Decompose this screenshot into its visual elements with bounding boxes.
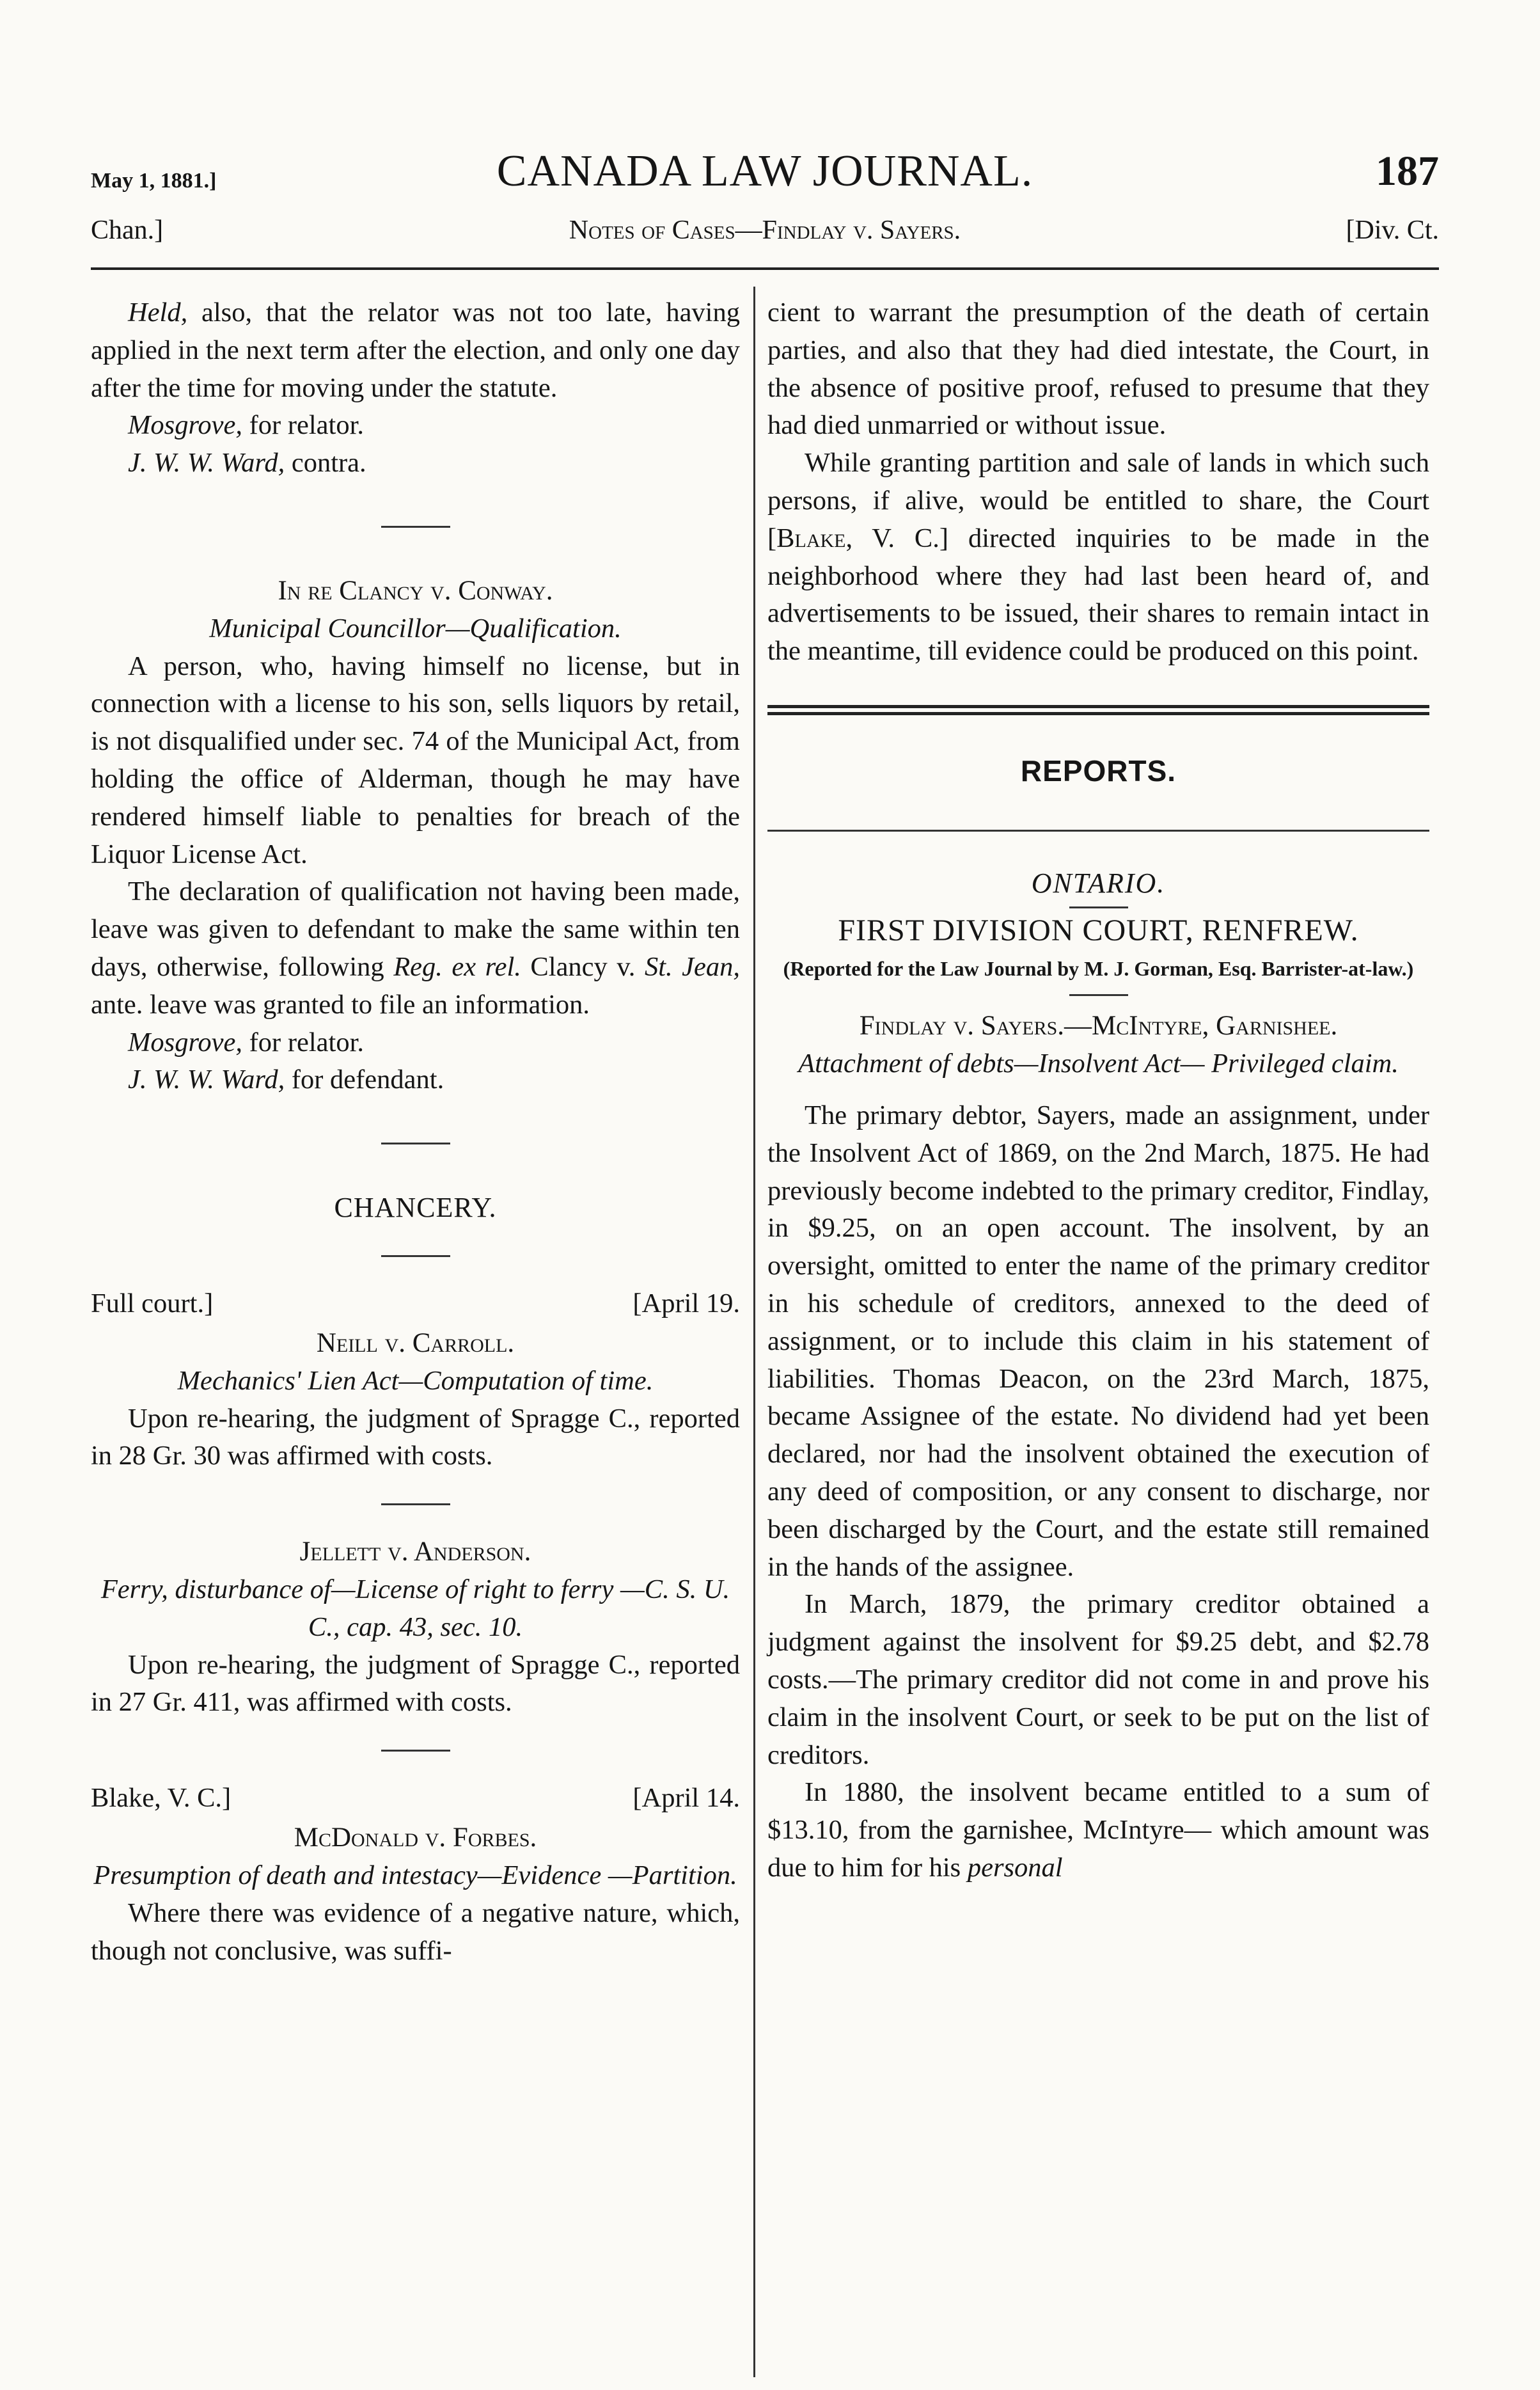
reported-by: (Reported for the Law Journal by M. J. Gorman, Esq. Barrister-at-law.) [783, 957, 1414, 981]
section-subheader [91, 215, 1439, 260]
findlay-paragraph-1: The primary debtor, Sayers, made an assignment, under the Insolvent Act of 1869, on the 2nd March, 1875. He had previously become indebted to the primary creditor, Findlay, in $9.25, on an open account. The insolvent, by an oversight, omitted to enter the name of the primary creditor in his schedule of creditors, annexed to the deed of assignment, or to include this claim in his statement of liabilities. Thomas Deacon, on the 23rd March, 1875, became Assignee of the estate. No dividend had yet been declared, nor had the insolvent obtained the execution of any deed of composition, or any consent to discharge, nor been discharged by the Court, and the estate still remained in the hands of the assignee. [767, 1100, 1429, 1582]
court-name: FIRST DIVISION COURT, RENFREW. [838, 913, 1359, 947]
case-title-jellett: Jellett v. Anderson. [299, 1537, 531, 1567]
mcdonald-paragraph-continued: cient to warrant the presumption of the death of certain parties, and also that they had died intestate, the Court, in the absence of positive proof, refused to presume that they had died unmarried or without issue. [767, 297, 1429, 441]
findlay-paragraph-2: In March, 1879, the primary creditor obtained a judgment against the insolvent for $9.25 debt, and $2.78 costs.—The primary creditor did not come in and prove his claim in the insolvent Court, or seek to be put on the list of creditors. [767, 1589, 1429, 1770]
clancy-paragraph-2: The declaration of qualification not having been made, leave was given to defendant to make the same within ten days, otherwise, following Reg. ex rel. Clancy v. St. Jean, ante. leave was granted to file an information. [91, 876, 741, 1020]
subheader-center: Notes of Cases—Findlay v. Sayers. [569, 216, 961, 245]
decision-date: [April 14. [632, 1783, 740, 1814]
right-column [767, 294, 1429, 1887]
neill-paragraph: Upon re-hearing, the judgment of Spragge C., reported in 28 Gr. 30 was affirmed with costs. [91, 1403, 740, 1471]
counsel-line: Mosgrove, for relator. [128, 410, 364, 441]
case-subtitle-clancy: Municipal Councillor—Qualification. [209, 613, 622, 644]
double-rule [767, 705, 1429, 715]
province-heading: ONTARIO. [1031, 867, 1166, 899]
jellett-paragraph: Upon re-hearing, the judgment of Spragge C., reported in 27 Gr. 411, was affirmed with costs. [91, 1649, 740, 1718]
case-subtitle-mcdonald: Presumption of death and intestacy—Evidence —Partition. [93, 1860, 737, 1890]
subheader-left: Chan.] [91, 216, 164, 245]
chancery-heading: CHANCERY. [334, 1192, 497, 1224]
case-title-clancy: In re Clancy v. Conway. [278, 575, 553, 606]
case-title-mcdonald: McDonald v. Forbes. [294, 1823, 537, 1853]
case-subtitle-neill: Mechanics' Lien Act—Computation of time. [177, 1365, 654, 1396]
clancy-paragraph-1: A person, who, having himself no license, but in connection with a license to his son, sells liquors by retail, is not disqualified under sec. 74 of the Municipal Act, from holding the office of Alderman, though he may have rendered himself liable to penalties for breach of the Liquor License Act. [91, 651, 740, 869]
mcdonald-paragraph-start: Where there was evidence of a negative nature, which, though not conclusive, was suffi- [91, 1897, 740, 1966]
case-subtitle-jellett: Ferry, disturbance of—License of right to ferry —C. S. U. C., cap. 43, sec. 10. [100, 1574, 730, 1642]
section-separator [381, 1255, 450, 1257]
journal-title: CANADA LAW JOURNAL. [496, 146, 1033, 196]
section-separator [381, 526, 450, 528]
section-separator [1069, 906, 1128, 908]
decision-date: [April 19. [632, 1288, 740, 1318]
section-separator [381, 1750, 450, 1752]
case-title-findlay: Findlay v. Sayers.—McIntyre, Garnishee. [859, 1011, 1338, 1041]
held-also-paragraph: Held, also, that the relator was not too late, having applied in the next term after the election, and only one day after the time for moving under the statute. [91, 297, 740, 403]
section-separator [381, 1503, 450, 1505]
counsel-line: Mosgrove, for relator. [128, 1027, 364, 1057]
header-rule [91, 267, 1439, 270]
court-date-line [91, 1285, 740, 1325]
section-separator [1069, 994, 1128, 996]
findlay-paragraph-3: In 1880, the insolvent became entitled to a sum of $13.10, from the garnishee, McIntyre— which amount was due to him for his personal [767, 1777, 1429, 1883]
subheader-right: [Div. Ct. [1346, 216, 1439, 245]
running-head [91, 133, 1439, 194]
case-subtitle-findlay: Attachment of debts—Insolvent Act— Privileged claim. [798, 1049, 1399, 1079]
section-separator [381, 1143, 450, 1144]
reports-heading: REPORTS. [1020, 754, 1177, 787]
court-label: Full court.] [91, 1288, 214, 1318]
column-divider [753, 287, 755, 2377]
issue-date: May 1, 1881.] [91, 169, 217, 193]
section-rule [767, 830, 1429, 832]
counsel-line: J. W. W. Ward, contra. [128, 448, 366, 479]
court-date-line [91, 1780, 740, 1819]
page-number: 187 [1376, 148, 1439, 194]
court-label: Blake, V. C.] [91, 1783, 232, 1814]
left-column [91, 294, 740, 1970]
mcdonald-paragraph-2: While granting partition and sale of lands in which such persons, if alive, would be entitled to share, the Court [Blake, V. C.] directed inquiries to be made in the neighborhood where they had last been heard of, and advertisements to be issued, their shares to remain intact in the meantime, till evidence could be produced on this point. [767, 448, 1429, 667]
case-title-neill: Neill v. Carroll. [316, 1327, 515, 1358]
counsel-line: J. W. W. Ward, for defendant. [128, 1064, 444, 1095]
